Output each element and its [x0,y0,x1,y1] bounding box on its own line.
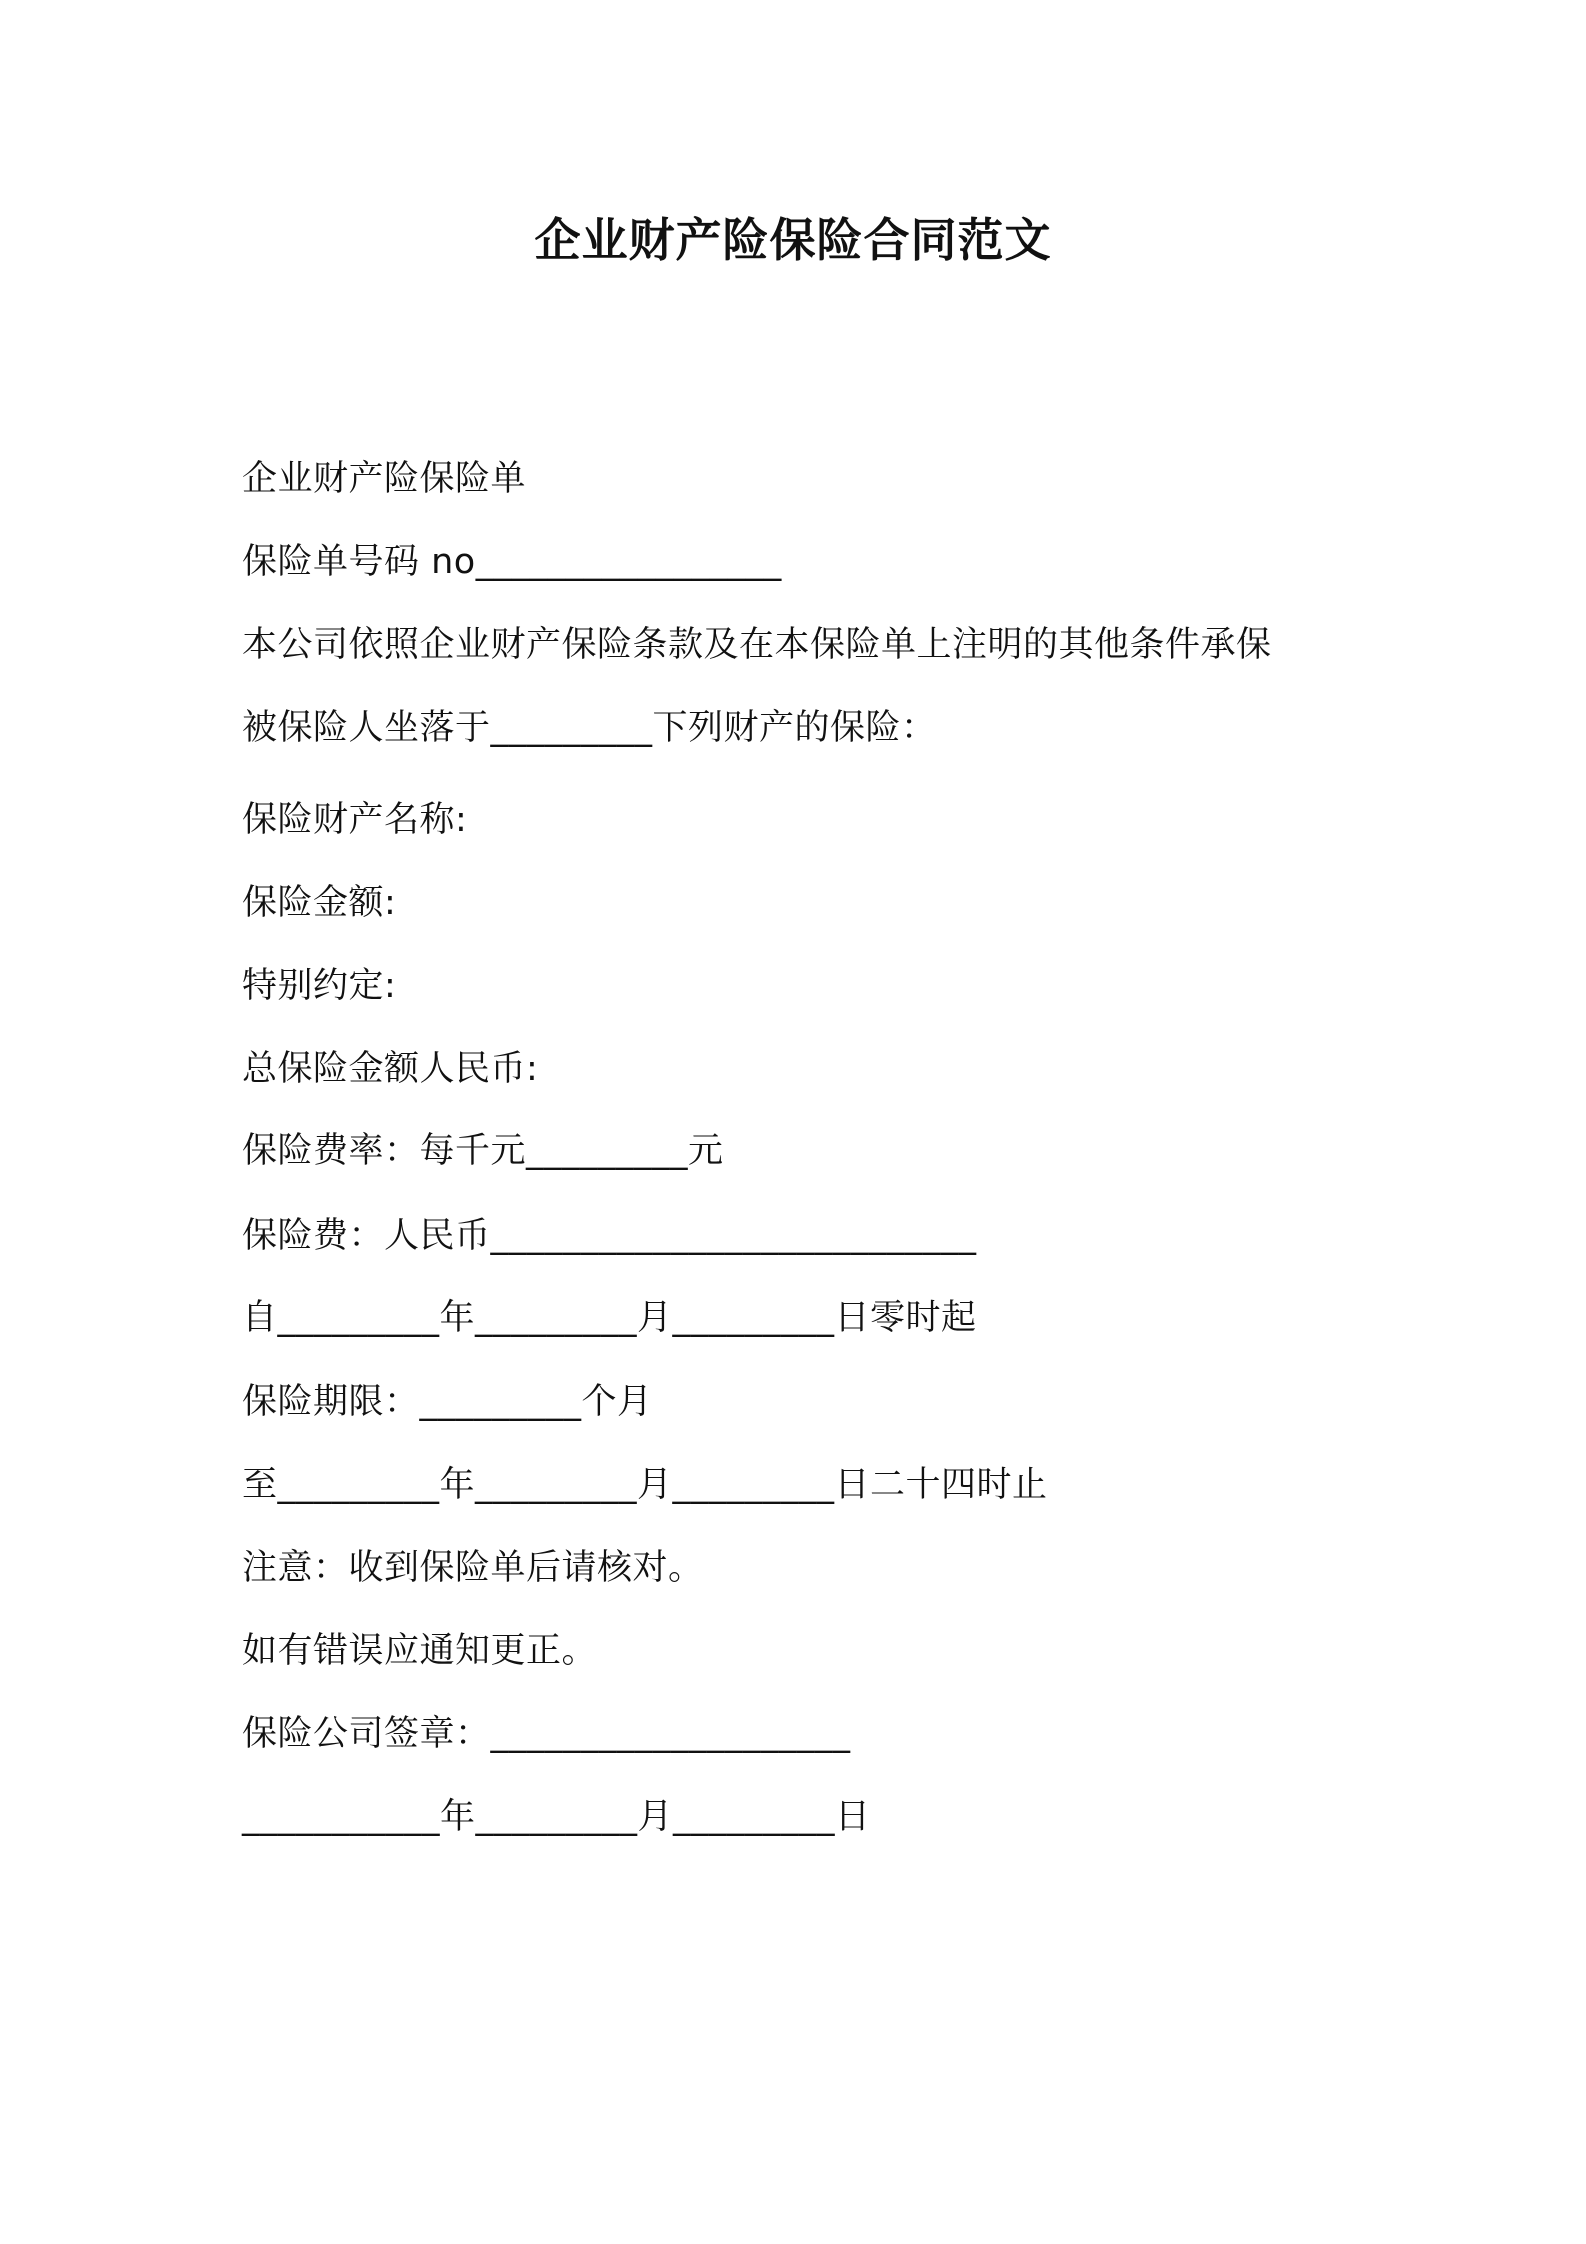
insured-amount-line: 保险金额: [242,883,397,923]
premium-line: 保险费：人民币___________________________ [242,1216,977,1256]
special-agreement-line: 特别约定: [242,966,397,1006]
insurance-period-line: 保险期限：_________个月 [242,1382,653,1422]
total-insured-amount-line: 总保险金额人民币: [242,1049,539,1089]
notice-correction-line: 如有错误应通知更正。 [242,1631,598,1671]
underwriting-statement: 本公司依照企业财产保险条款及在本保险单上注明的其他条件承保 [242,625,1272,665]
premium-rate-line: 保险费率：每千元_________元 [242,1131,724,1171]
policy-heading: 企业财产险保险单 [242,459,527,499]
insured-property-name-line: 保险财产名称: [242,800,468,840]
signature-date-line: ___________年_________月_________日 [242,1797,871,1837]
insured-location-line: 被保险人坐落于_________下列财产的保险： [242,708,937,748]
end-date-line: 至_________年_________月_________日二十四时止 [242,1465,1048,1505]
company-signature-line: 保险公司签章：____________________ [242,1714,851,1754]
start-date-line: 自_________年_________月_________日零时起 [242,1298,977,1338]
document-title: 企业财产险保险合同范文 [534,213,1052,267]
policy-number-line: 保险单号码 no_________________ [242,542,782,582]
notice-check-line: 注意：收到保险单后请核对。 [242,1548,704,1588]
